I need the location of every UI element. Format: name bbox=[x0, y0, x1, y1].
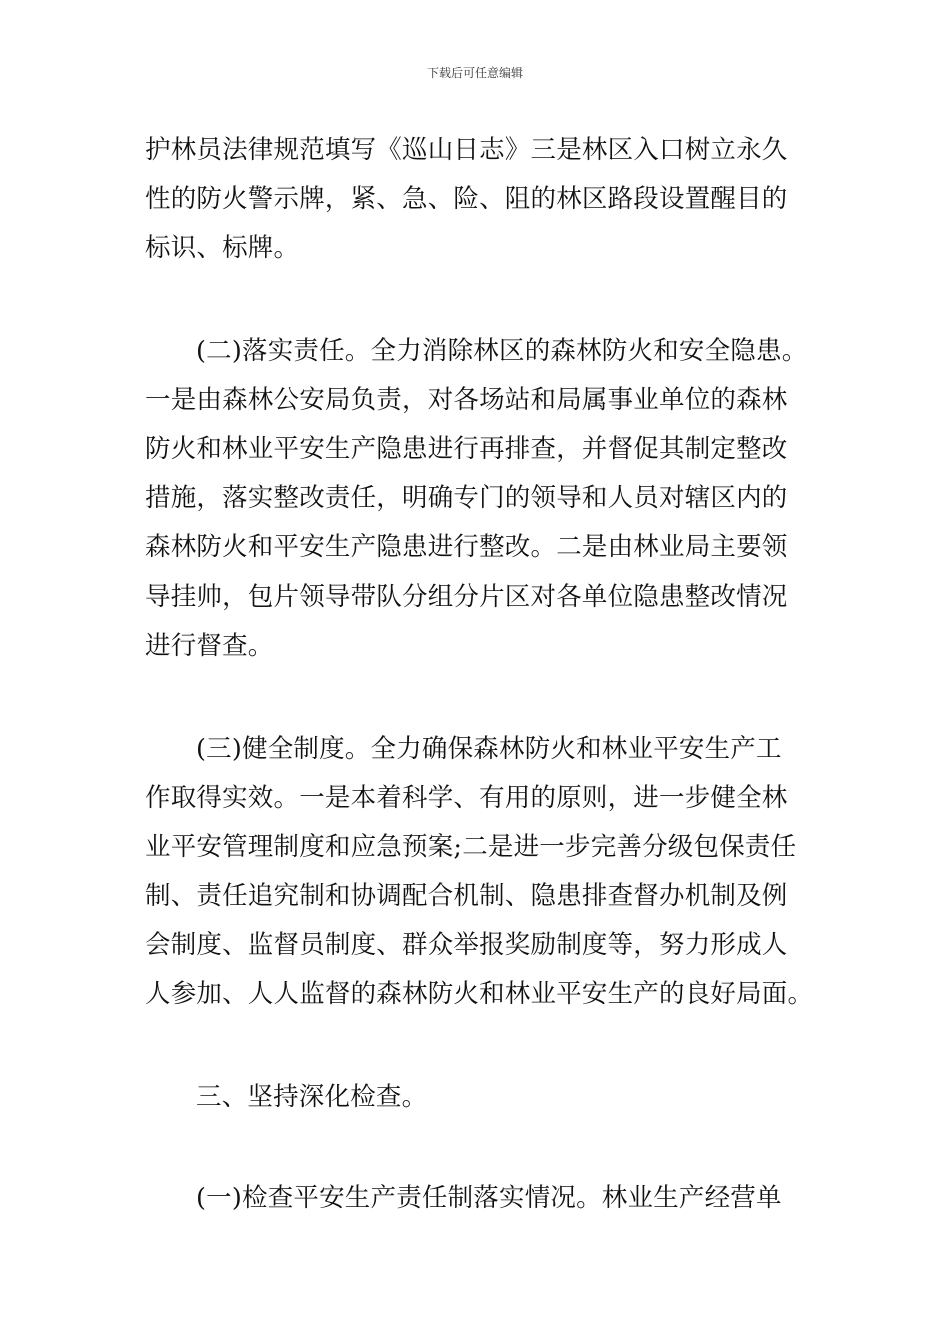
paragraph-line: 护林员法律规范填写《巡山日志》三是林区入口树立永久 bbox=[145, 135, 788, 165]
paragraph-line: 业平安管理制度和应急预案;二是进一步完善分级包保责任 bbox=[145, 832, 797, 862]
paragraph-line: 措施，落实整改责任，明确专门的领导和人员对辖区内的 bbox=[145, 483, 788, 513]
paragraph-line: 标识、标牌。 bbox=[145, 233, 300, 263]
paragraph-line: (一)检查平安生产责任制落实情况。林业生产经营单 bbox=[196, 1183, 782, 1213]
paragraph-line: 森林防火和平安生产隐患进行整改。二是由林业局主要领 bbox=[145, 532, 788, 562]
paragraph-line: (二)落实责任。全力消除林区的森林防火和安全隐患。 bbox=[196, 336, 808, 366]
paragraph-line: 性的防火警示牌，紧、急、险、阻的林区路段设置醒目的 bbox=[145, 184, 788, 214]
page-header: 下载后可任意编辑 bbox=[426, 66, 523, 80]
paragraph-line: 制、责任追究制和协调配合机制、隐患排查督办机制及例 bbox=[145, 881, 788, 911]
paragraph-line: 导挂帅，包片领导带队分组分片区对各单位隐患整改情况 bbox=[145, 582, 788, 612]
paragraph-line: 进行督查。 bbox=[145, 631, 274, 661]
section-heading: 三、坚持深化检查。 bbox=[196, 1082, 428, 1112]
paragraph-line: 一是由森林公安局负责，对各场站和局属事业单位的森林 bbox=[145, 385, 788, 415]
paragraph-line: (三)健全制度。全力确保森林防火和林业平安生产工 bbox=[196, 734, 782, 764]
paragraph-line: 作取得实效。一是本着科学、有用的原则，进一步健全林 bbox=[145, 783, 788, 813]
paragraph-line: 会制度、监督员制度、群众举报奖励制度等，努力形成人 bbox=[145, 930, 788, 960]
paragraph-line: 防火和林业平安生产隐患进行再排查，并督促其制定整改 bbox=[145, 434, 788, 464]
paragraph-line: 人参加、人人监督的森林防火和林业平安生产的良好局面。 bbox=[145, 979, 814, 1009]
